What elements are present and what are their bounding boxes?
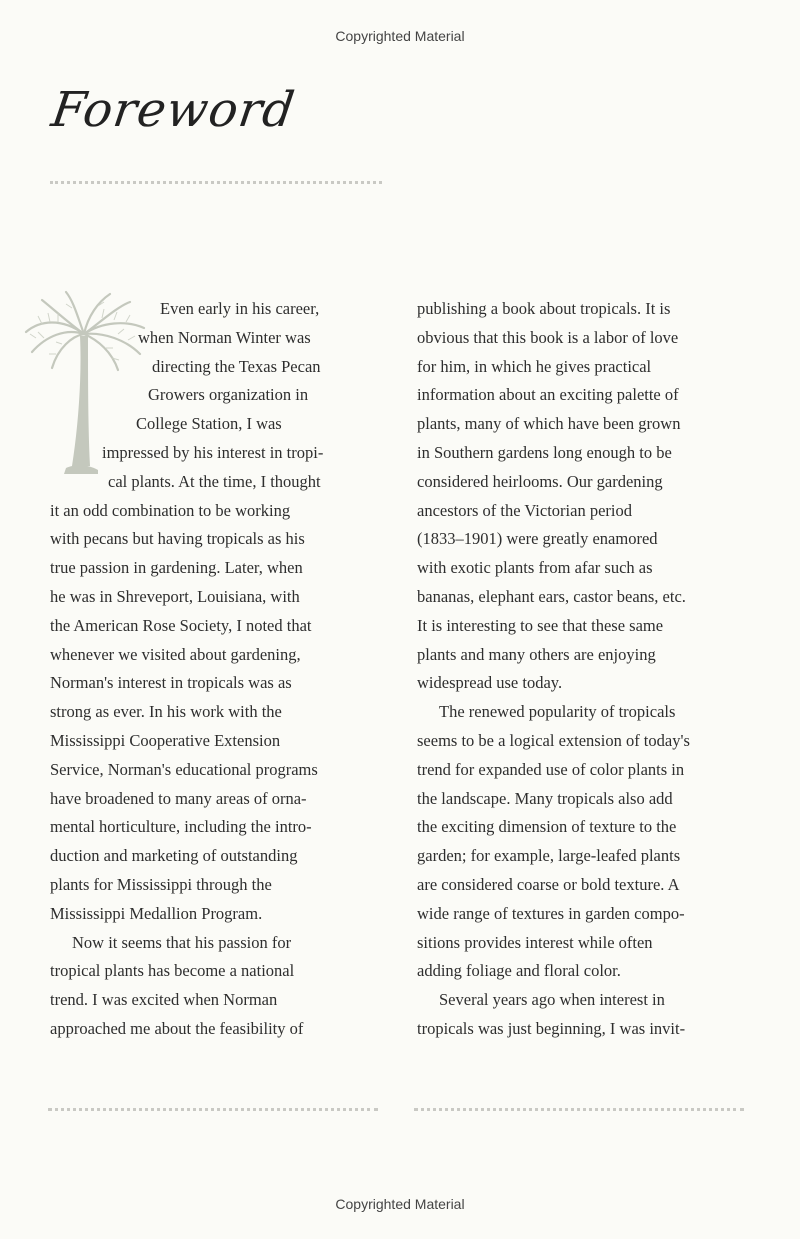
- text-line: he was in Shreveport, Louisiana, with: [50, 586, 300, 606]
- text-line: duction and marketing of outstanding: [50, 846, 298, 866]
- text-line: with pecans but having tropicals as his: [50, 529, 305, 549]
- text-line: cal plants. At the time, I thought: [108, 471, 321, 491]
- text-line: Several years ago when interest in: [439, 990, 665, 1010]
- text-line: It is interesting to see that these same: [417, 615, 664, 635]
- dotted-rule-top: [50, 181, 382, 184]
- text-line: the exciting dimension of texture to the: [417, 817, 677, 837]
- text-line: tropical plants has become a national: [50, 961, 295, 981]
- dotted-rule-bottom-left: [48, 1108, 378, 1111]
- text-line: it an odd combination to be working: [50, 500, 291, 520]
- text-line: whenever we visited about gardening,: [50, 644, 301, 664]
- text-line: considered heirlooms. Our gardening: [417, 471, 663, 491]
- text-line: in Southern gardens long enough to be: [417, 442, 672, 462]
- text-line: Mississippi Medallion Program.: [50, 903, 263, 923]
- text-line: widespread use today.: [417, 673, 563, 693]
- text-line: bananas, elephant ears, castor beans, etc.: [417, 586, 686, 606]
- text-line: trend. I was excited when Norman: [50, 990, 278, 1010]
- copyright-watermark-bottom: Copyrighted Material: [335, 1196, 465, 1212]
- text-line: are considered coarse or bold texture. A: [417, 874, 680, 894]
- text-line: seems to be a logical extension of today's: [417, 730, 690, 750]
- text-line: have broadened to many areas of orna-: [50, 788, 307, 808]
- text-line: plants and many others are enjoying: [417, 644, 656, 664]
- text-line: Even early in his career,: [160, 299, 320, 318]
- text-line: when Norman Winter was: [138, 327, 311, 347]
- text-line: information about an exciting palette of: [417, 385, 679, 405]
- text-line: for him, in which he gives practical: [417, 356, 652, 376]
- text-line: obvious that this book is a labor of love: [417, 327, 679, 347]
- text-line: wide range of textures in garden compo-: [417, 903, 685, 923]
- page-heading: Foreword: [48, 82, 299, 138]
- copyright-watermark-top: Copyrighted Material: [335, 28, 465, 44]
- text-line: College Station, I was: [136, 414, 282, 434]
- text-line: Growers organization in: [148, 385, 309, 405]
- right-column: [417, 295, 747, 1044]
- text-line: Now it seems that his passion for: [72, 932, 292, 952]
- text-line: the American Rose Society, I noted that: [50, 615, 312, 635]
- text-line: directing the Texas Pecan: [152, 356, 321, 376]
- text-line: impressed by his interest in tropi-: [102, 442, 324, 462]
- text-line: ancestors of the Victorian period: [417, 500, 632, 520]
- text-line: Mississippi Cooperative Extension: [50, 730, 281, 750]
- text-line: approached me about the feasibility of: [50, 1018, 304, 1038]
- text-line: plants for Mississippi through the: [50, 874, 272, 894]
- text-line: garden; for example, large-leafed plants: [417, 846, 681, 866]
- text-line: (1833–1901) were greatly enamored: [417, 529, 658, 549]
- text-line: trend for expanded use of color plants in: [417, 759, 685, 779]
- text-line: adding foliage and floral color.: [417, 961, 621, 981]
- text-line: publishing a book about tropicals. It is: [417, 299, 671, 318]
- text-line: The renewed popularity of tropicals: [439, 702, 676, 722]
- text-line: strong as ever. In his work with the: [50, 702, 282, 722]
- text-line: with exotic plants from afar such as: [417, 558, 653, 578]
- text-line: mental horticulture, including the intro-: [50, 817, 312, 837]
- text-line: plants, many of which have been grown: [417, 414, 681, 434]
- text-line: Norman's interest in tropicals was as: [50, 673, 292, 693]
- text-line: tropicals was just beginning, I was invit-: [417, 1018, 686, 1038]
- text-line: sitions provides interest while often: [417, 932, 653, 952]
- text-line: the landscape. Many tropicals also add: [417, 788, 673, 808]
- text-line: true passion in gardening. Later, when: [50, 558, 303, 578]
- left-column: [50, 295, 370, 1044]
- dotted-rule-bottom-right: [414, 1108, 744, 1111]
- text-line: Service, Norman's educational programs: [50, 759, 318, 779]
